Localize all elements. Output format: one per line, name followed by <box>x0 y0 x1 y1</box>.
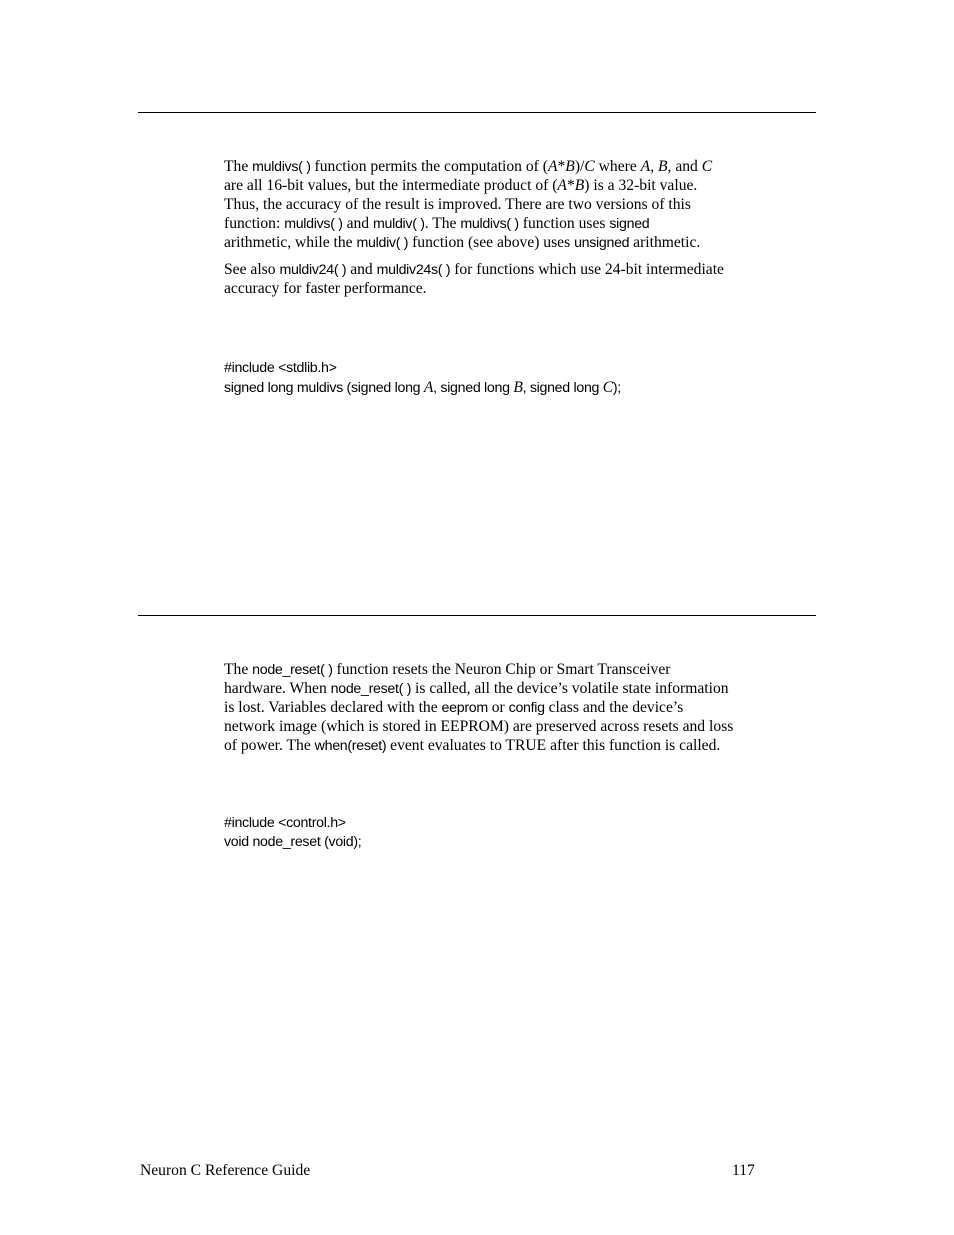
keyword: eeprom <box>441 700 488 716</box>
text: The <box>224 661 253 678</box>
text: is lost. Variables declared with the <box>224 699 442 716</box>
section-divider-top <box>138 112 816 113</box>
text-line <box>224 233 816 252</box>
include-line: #include <stdlib.h> <box>224 360 337 376</box>
text: function uses <box>518 215 610 232</box>
text: for functions which use 24-bit intermediate <box>450 261 724 278</box>
footer-title: Neuron C Reference Guide <box>140 1162 311 1179</box>
prototype-line <box>224 378 816 397</box>
code-text: signed long muldivs (signed long <box>224 380 424 396</box>
function-name: muldiv( ) <box>356 235 409 251</box>
keyword: unsigned <box>574 235 630 251</box>
text: arithmetic. <box>629 234 701 251</box>
include-line: #include <control.h> <box>224 815 346 831</box>
function-name: muldiv24s( ) <box>376 262 451 278</box>
text-line <box>224 660 816 679</box>
variable: A <box>557 177 567 194</box>
variable: A <box>640 158 651 175</box>
text: network image (which is stored in EEPROM) are preserved across resets and loss <box>224 718 734 735</box>
text: See also <box>224 261 280 278</box>
text-line <box>224 736 816 755</box>
code-text: , signed long <box>522 380 603 396</box>
text-line <box>224 679 816 698</box>
text-line <box>224 260 816 279</box>
muldivs-see-also <box>224 260 816 298</box>
text: hardware. When <box>224 680 331 697</box>
text: where <box>594 158 641 175</box>
text: * <box>557 158 566 175</box>
variable: C <box>584 158 595 175</box>
variable: B <box>565 158 575 175</box>
text: * <box>566 177 575 194</box>
text-line <box>224 698 816 717</box>
parameter: B <box>513 379 523 396</box>
keyword: config <box>508 700 545 716</box>
function-name: muldivs( ) <box>252 159 311 175</box>
text: function (see above) uses <box>408 234 575 251</box>
text-line <box>224 157 816 176</box>
section-divider-middle <box>138 615 816 616</box>
text: , and <box>667 158 702 175</box>
text: function permits the computation of ( <box>310 158 548 175</box>
text: arithmetic, while the <box>224 234 357 251</box>
muldivs-description <box>224 157 816 252</box>
text: is called, all the device’s volatile state information <box>411 680 729 697</box>
text: event evaluates to TRUE after this function is called. <box>386 737 721 754</box>
text-line <box>224 176 816 195</box>
text: of power. The <box>224 737 315 754</box>
function-name: muldivs( ) <box>460 216 519 232</box>
text: . The <box>424 215 461 232</box>
function-name: muldiv( ) <box>373 216 425 232</box>
text: are all 16-bit values, but the intermediate product of ( <box>224 177 558 194</box>
text: and <box>346 261 377 278</box>
text-line <box>224 279 816 298</box>
text: Thus, the accuracy of the result is improved. There are two versions of this <box>224 196 691 213</box>
function-name: muldivs( ) <box>284 216 343 232</box>
variable: B <box>657 158 668 175</box>
text: or <box>487 699 509 716</box>
text: , <box>650 158 658 175</box>
text: function resets the Neuron Chip or Smart Transceiver <box>332 661 671 678</box>
muldivs-syntax <box>224 359 816 397</box>
prototype-line: void node_reset (void); <box>224 834 362 850</box>
variable: A <box>547 158 558 175</box>
text-line <box>224 195 816 214</box>
function-name: node_reset( ) <box>330 681 412 697</box>
parameter: A <box>423 379 434 396</box>
code-text: ); <box>612 380 621 396</box>
text-line <box>224 717 816 736</box>
page-number: 117 <box>732 1162 755 1179</box>
text-line <box>224 214 816 233</box>
code-text: , signed long <box>433 380 514 396</box>
function-name: node_reset( ) <box>252 662 333 678</box>
variable: B <box>574 177 585 194</box>
text: accuracy for faster performance. <box>224 280 427 297</box>
text: )/ <box>574 158 585 175</box>
function-name: muldiv24( ) <box>279 262 347 278</box>
variable: C <box>701 158 713 175</box>
keyword: signed <box>609 216 650 232</box>
node-reset-syntax <box>224 814 816 852</box>
text: The <box>224 158 253 175</box>
node-reset-description <box>224 660 816 755</box>
text: and <box>342 215 373 232</box>
text: class and the device’s <box>544 699 684 716</box>
event-name: when(reset) <box>314 738 387 754</box>
parameter: C <box>602 379 613 396</box>
text: function: <box>224 215 285 232</box>
text: ) is a 32-bit value. <box>584 177 698 194</box>
